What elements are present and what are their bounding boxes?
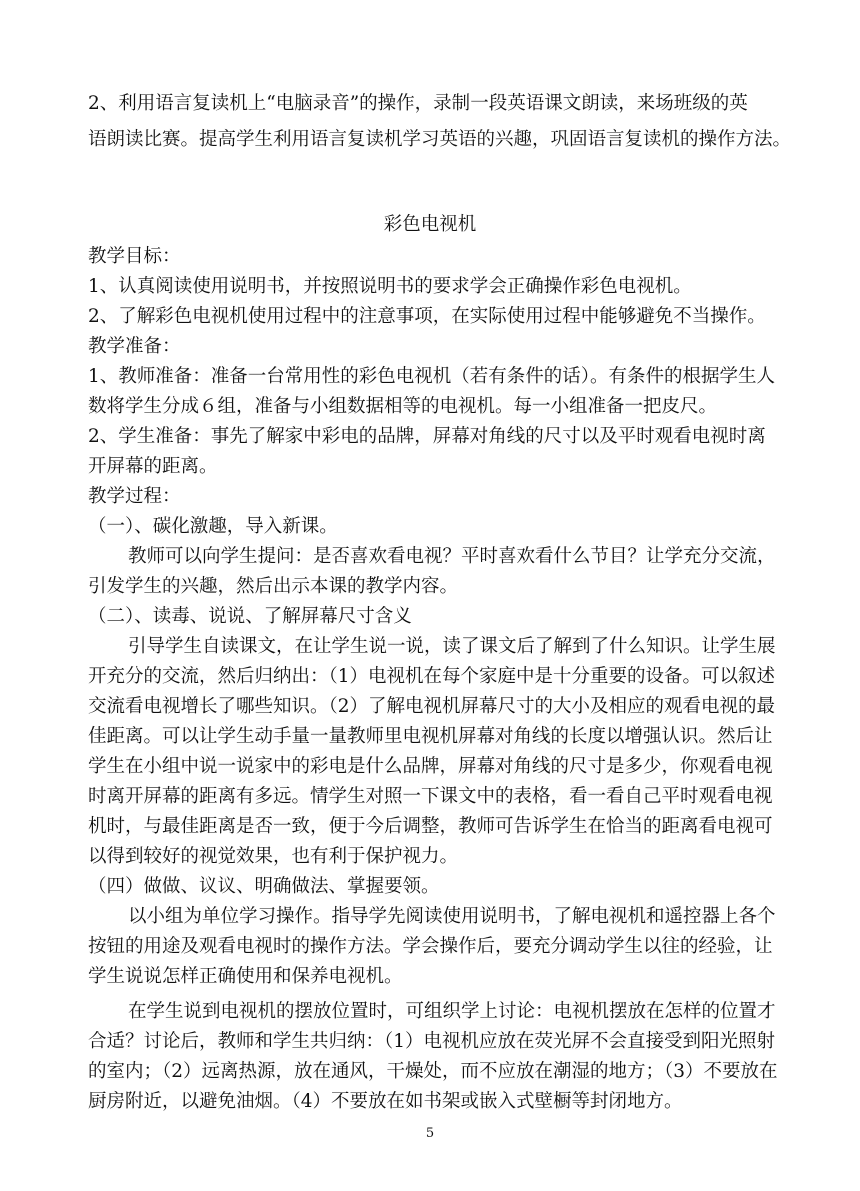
paragraph-line: 合适？讨论后，教师和学生共归纳：（1）电视机应放在荧光屏不会直接受到阳光照射 [88,1031,776,1052]
paragraph-line: 按钮的用途及观看电视时的操作方法。学会操作后，要充分调动学生以往的经验，让 [88,936,773,957]
paragraph-line: 的室内；（2）远离热源，放在通风，干燥处，而不应放在潮湿的地方；（3）不要放在 [88,1061,778,1082]
objective-1: 1、认真阅读使用说明书，并按照说明书的要求学会正确操作彩色电视机。 [88,276,692,297]
heading-process: 教学过程： [88,486,181,507]
paragraph-line: 以得到较好的视觉效果，也有利于保护视力。 [88,846,459,867]
paragraph-line: 学生在小组中说一说家中的彩电是什么品牌，屏幕对角线的尺寸是多少，你观看电视 [88,756,773,777]
paragraph-line: 时离开屏幕的距离有多远。情学生对照一下课文中的表格，看一看自己平时观看电视 [88,786,773,807]
paragraph-line: 开屏幕的距离。 [88,456,218,477]
subheading-2: （二）、读毒、说说、了解屏幕尺寸含义 [88,606,412,627]
paragraph-line: 数将学生分成６组，准备与小组数据相等的电视机。每一小组准备一把皮尺。 [88,396,718,417]
paragraph-line: 教师可以向学生提问：是否喜欢看电视？平时喜欢看什么节目？让学充分交流， [128,546,776,567]
paragraph-line: 以小组为单位学习操作。指导学先阅读使用说明书，了解电视机和遥控器上各个 [128,906,776,927]
subheading-1: （一）、碳化激趣，导入新课。 [88,516,338,537]
heading-objectives: 教学目标： [88,246,181,267]
paragraph-line: 学生说说怎样正确使用和保养电视机。 [88,966,403,987]
paragraph-line: 2、学生准备：事先了解家中彩电的品牌，屏幕对角线的尺寸以及平时观看电视时离 [88,426,766,447]
page-number: 5 [425,1126,435,1141]
intro-line-2: 语朗读比赛。提高学生利用语言复读机学习英语的兴趣，巩固语言复读机的操作方法。 [88,129,792,150]
paragraph-line: 开充分的交流，然后归纳出：（1）电视机在每个家庭中是十分重要的设备。可以叙述 [88,666,776,687]
paragraph-line: 引发学生的兴趣，然后出示本课的教学内容。 [88,576,459,597]
paragraph-line: 交流看电视增长了哪些知识。（2）了解电视机屏幕尺寸的大小及相应的观看电视的最 [88,696,776,717]
paragraph-line: 机时，与最佳距离是否一致，便于今后调整，教师可告诉学生在恰当的距离看电视可 [88,816,773,837]
subheading-4: （四）做做、议议、明确做法、掌握要领。 [88,876,440,897]
paragraph-line: 厨房附近，以避免油烟。（4）不要放在如书架或嵌入式壁橱等封闭地方。 [88,1091,683,1112]
paragraph-line: 引导学生自读课文，在让学生说一说，读了课文后了解到了什么知识。让学生展 [128,636,776,657]
paragraph-line: 1、教师准备：准备一台常用性的彩色电视机（若有条件的话）。有条件的根据学生人 [88,366,776,387]
objective-2: 2、了解彩色电视机使用过程中的注意事项，在实际使用过程中能够避免不当操作。 [88,306,766,327]
paragraph-line: 在学生说到电视机的摆放位置时，可组织学上讨论：电视机摆放在怎样的位置才 [128,1001,776,1022]
heading-preparation: 教学准备： [88,336,181,357]
section-title: 彩色电视机 [383,214,477,235]
intro-line-1: 2、利用语言复读机上“电脑录音”的操作，录制一段英语课文朗读，来场班级的英 [88,93,748,114]
paragraph-line: 佳距离。可以让学生动手量一量教师里电视机屏幕对角线的长度以增强认识。然后让 [88,726,773,747]
